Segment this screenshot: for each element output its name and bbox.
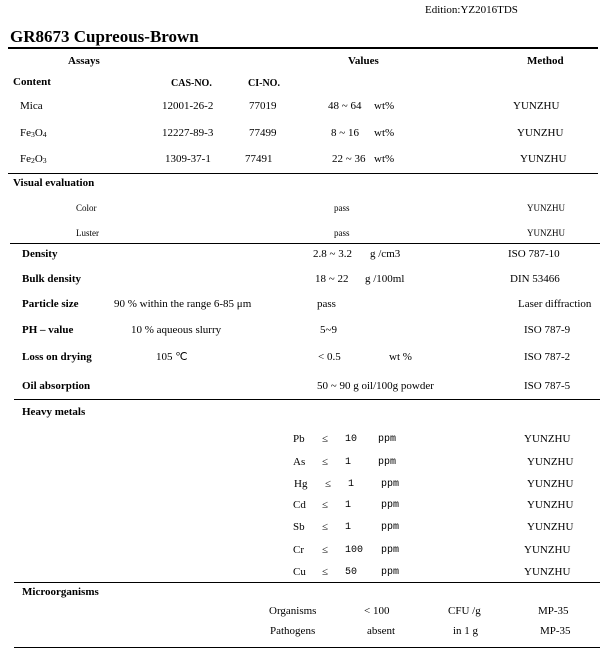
property-value: 18 ~ 22 xyxy=(315,273,349,285)
content-row-method: YUNZHU xyxy=(517,127,564,139)
metal-limit: 10 xyxy=(345,434,358,445)
header-values: Values xyxy=(348,55,379,67)
leq-symbol: ≤ xyxy=(322,456,329,468)
metal-symbol: As xyxy=(293,456,306,468)
visual-row-method: YUNZHU xyxy=(527,203,565,213)
section-divider xyxy=(10,243,600,244)
leq-symbol: ≤ xyxy=(322,499,329,511)
content-row-unit: wt% xyxy=(374,100,395,112)
property-unit: g /cm3 xyxy=(370,248,401,260)
micro-label: Microorganisms xyxy=(22,586,99,598)
content-row-unit: wt% xyxy=(374,127,395,139)
content-row-method: YUNZHU xyxy=(520,153,567,165)
visual-row-value: pass xyxy=(334,203,350,213)
visual-row-name: Luster xyxy=(76,228,99,238)
property-method: ISO 787-5 xyxy=(524,380,571,392)
visual-row-name: Color xyxy=(76,203,97,213)
content-row-name: Fe3O4 xyxy=(20,127,47,139)
property-method: Laser diffraction xyxy=(518,298,592,310)
title-divider xyxy=(8,47,598,49)
property-condition: 90 % within the range 6-85 μm xyxy=(114,298,252,310)
property-value: 50 ~ 90 g oil/100g powder xyxy=(317,380,434,392)
visual-row-method: YUNZHU xyxy=(527,228,565,238)
metal-method: YUNZHU xyxy=(524,544,571,556)
metal-method: YUNZHU xyxy=(527,456,574,468)
property-name: Loss on drying xyxy=(22,351,92,363)
property-condition: 10 % aqueous slurry xyxy=(131,324,222,336)
metal-unit: ppm xyxy=(378,434,397,445)
metal-limit: 1 xyxy=(345,457,352,468)
property-name: Oil absorption xyxy=(22,380,91,392)
content-row-ci: 77499 xyxy=(249,127,277,139)
leq-symbol: ≤ xyxy=(322,566,329,578)
metal-symbol: Cr xyxy=(293,544,304,556)
property-value: < 0.5 xyxy=(318,351,341,363)
micro-row-name: Organisms xyxy=(269,605,317,617)
metal-method: YUNZHU xyxy=(524,433,571,445)
content-row-range: 22 ~ 36 xyxy=(332,153,366,165)
section-divider xyxy=(14,399,600,400)
metal-unit: ppm xyxy=(381,522,400,533)
metal-method: YUNZHU xyxy=(527,521,574,533)
micro-row-name: Pathogens xyxy=(270,625,316,637)
document-title: GR8673 Cupreous-Brown xyxy=(10,27,199,46)
metal-unit: ppm xyxy=(381,567,400,578)
content-row-range: 48 ~ 64 xyxy=(328,100,362,112)
bottom-divider xyxy=(14,647,600,648)
content-row-method: YUNZHU xyxy=(513,100,560,112)
metal-method: YUNZHU xyxy=(524,566,571,578)
micro-row-method: MP-35 xyxy=(538,605,569,617)
leq-symbol: ≤ xyxy=(322,544,329,556)
content-row-cas: 1309-37-1 xyxy=(165,153,211,165)
metal-symbol: Cu xyxy=(293,566,306,578)
property-condition: 105 ℃ xyxy=(156,351,188,363)
cas-header: CAS-NO. xyxy=(171,78,212,89)
leq-symbol: ≤ xyxy=(322,433,329,445)
metal-limit: 1 xyxy=(345,522,352,533)
micro-row-value: absent xyxy=(367,625,396,637)
property-value: 2.8 ~ 3.2 xyxy=(313,248,352,260)
property-unit: wt % xyxy=(389,351,412,363)
micro-row-method: MP-35 xyxy=(540,625,571,637)
heavy-metals-label: Heavy metals xyxy=(22,406,86,418)
ci-header: CI-NO. xyxy=(248,78,280,89)
metal-symbol: Sb xyxy=(293,521,305,533)
section-divider xyxy=(8,173,598,174)
content-row-range: 8 ~ 16 xyxy=(331,127,359,139)
leq-symbol: ≤ xyxy=(325,478,332,490)
edition-label: Edition:YZ2016TDS xyxy=(425,4,518,16)
leq-symbol: ≤ xyxy=(322,521,329,533)
metal-unit: ppm xyxy=(381,479,400,490)
metal-limit: 1 xyxy=(345,500,352,511)
property-method: ISO 787-9 xyxy=(524,324,571,336)
header-assays: Assays xyxy=(68,55,100,67)
metal-limit: 100 xyxy=(345,545,364,556)
property-method: ISO 787-10 xyxy=(508,248,560,260)
visual-row-value: pass xyxy=(334,228,350,238)
property-value: pass xyxy=(317,298,336,310)
content-row-name: Fe2O3 xyxy=(20,153,47,165)
header-method: Method xyxy=(527,55,564,67)
metal-method: YUNZHU xyxy=(527,499,574,511)
metal-unit: ppm xyxy=(381,500,400,511)
metal-limit: 1 xyxy=(348,479,355,490)
content-row-unit: wt% xyxy=(374,153,395,165)
property-name: Bulk density xyxy=(22,273,81,285)
metal-symbol: Cd xyxy=(293,499,306,511)
metal-symbol: Pb xyxy=(293,433,305,445)
property-unit: g /100ml xyxy=(365,273,405,285)
content-row-ci: 77491 xyxy=(245,153,273,165)
content-row-name: Mica xyxy=(20,100,43,112)
content-row-ci: 77019 xyxy=(249,100,277,112)
metal-limit: 50 xyxy=(345,567,358,578)
metal-unit: ppm xyxy=(381,545,400,556)
content-row-cas: 12001-26-2 xyxy=(162,100,214,112)
micro-row-value: < 100 xyxy=(364,605,390,617)
metal-unit: ppm xyxy=(378,457,397,468)
property-name: Density xyxy=(22,248,58,260)
property-name: PH – value xyxy=(22,324,74,336)
metal-symbol: Hg xyxy=(294,478,308,490)
property-value: 5~9 xyxy=(320,324,337,336)
micro-row-unit: CFU /g xyxy=(448,605,481,617)
visual-label: Visual evaluation xyxy=(13,177,95,189)
property-name: Particle size xyxy=(22,298,79,310)
metal-method: YUNZHU xyxy=(527,478,574,490)
property-method: ISO 787-2 xyxy=(524,351,571,363)
content-label: Content xyxy=(13,76,51,88)
micro-row-unit: in 1 g xyxy=(453,625,479,637)
property-method: DIN 53466 xyxy=(510,273,560,285)
section-divider xyxy=(14,582,600,583)
content-row-cas: 12227-89-3 xyxy=(162,127,214,139)
